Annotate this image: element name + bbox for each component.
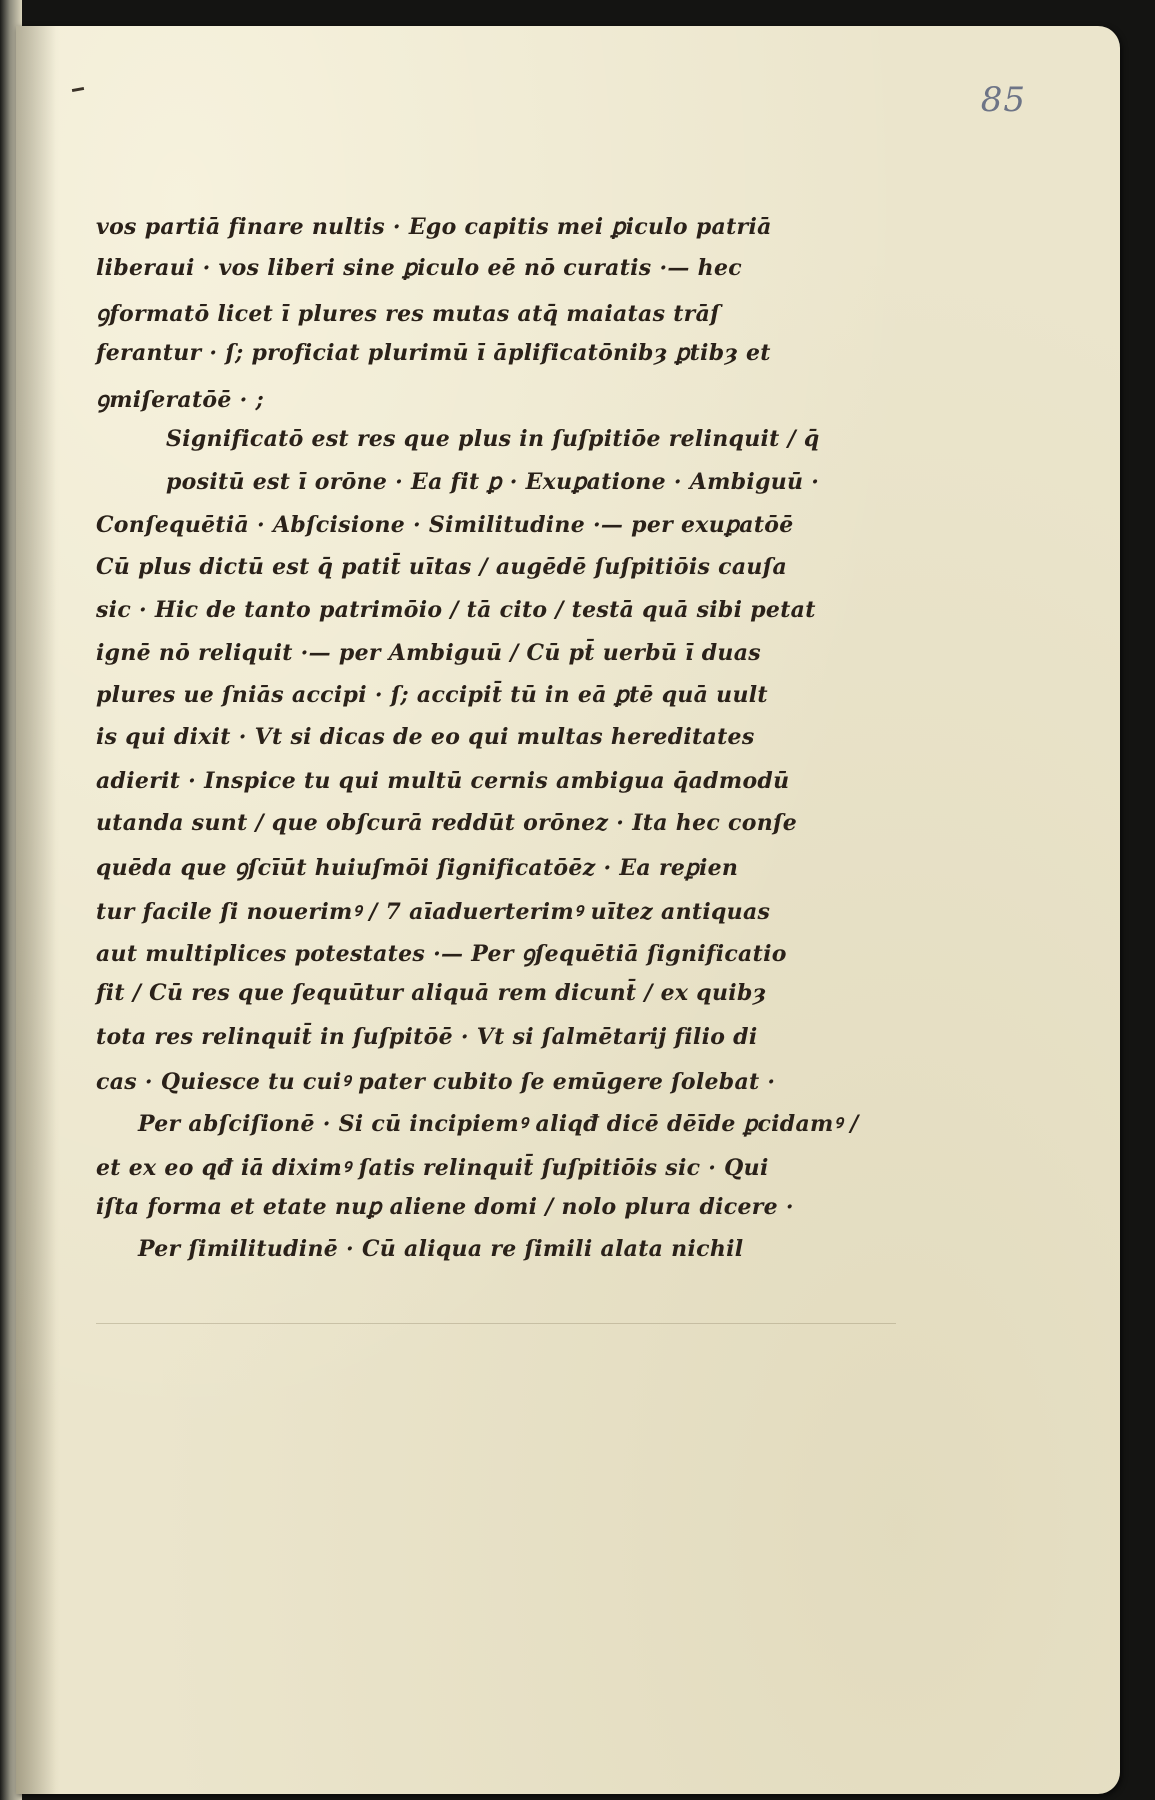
- text-line: aut multiplices potestates ·— Per ꝯſequētiā ſignificatio: [96, 941, 787, 967]
- text-line: Conſequētiā · Abſcisione · Similitudine ·— per exuꝑatōē: [96, 512, 794, 538]
- text-line: adierit · Inspice tu qui multū cernis ambigua q̄admodū: [96, 768, 790, 794]
- text-line: is qui dixit · Vt si dicas de eo qui multas hereditates: [96, 724, 755, 750]
- text-line: ꝯmiſeratōē · ;: [96, 387, 264, 413]
- text-line: cas · Quiesce tu cuiꝰ pater cubito ſe emūgere ſolebat ·: [96, 1069, 776, 1095]
- text-line: ferantur · ſ; proficiat plurimū ī āplificatōnibȝ ꝑtibȝ et: [96, 340, 771, 366]
- manuscript-page: [16, 26, 1120, 1794]
- text-line: utanda sunt / que obſcurā reddūt orōnez · Ita hec conſe: [96, 810, 798, 836]
- manuscript-text-block: [96, 214, 859, 1332]
- text-line: Significatō est res que plus in ſuſpitiōe relinquit / q̄: [166, 426, 820, 452]
- text-line: Per ſimilitudinē · Cū aliqua re ſimili alata nichil: [138, 1236, 744, 1262]
- text-line: tota res relinquit̄ in ſuſpitōē · Vt si ſalmētarij filio di: [96, 1024, 758, 1050]
- text-line: quēda que ꝯſcīūt huiuſmōi ſignificatōēz · Ea reꝑien: [96, 855, 739, 881]
- text-line: tur facile ſi nouerimꝰ / 7 aīaduerterimꝰ uītez antiquas: [96, 899, 771, 925]
- text-line: plures ue ſniās accipi · ſ; accipit̄ tū in eā ꝑtē quā uult: [96, 682, 768, 708]
- text-line: sic · Hic de tanto patrimōio / tā cito / testā quā sibi petat: [96, 597, 816, 623]
- folio-number: 85: [980, 80, 1026, 120]
- text-line: fit / Cū res que ſequūtur aliquā rem dicunt̄ / ex quibȝ: [96, 980, 767, 1006]
- text-line: et ex eo qđ iā diximꝰ ſatis relinquit̄ ſuſpitiōis sic · Qui: [96, 1155, 769, 1181]
- text-line: positū est ī orōne · Ea fit ꝑ · Exuꝑatione · Ambiguū ·: [166, 469, 820, 495]
- text-line: vos partiā finare nultis · Ego capitis mei ꝑiculo patriā: [96, 214, 772, 240]
- ruling-line: [96, 1323, 896, 1324]
- text-line: Per abſciſionē · Si cū incipiemꝰ aliqđ dicē dēīde ꝑcidamꝰ /: [138, 1111, 859, 1137]
- text-line: ꝯformatō licet ī plures res mutas atq̄ maiatas trāſ: [96, 301, 720, 327]
- text-line: iſta forma et etate nuꝑ aliene domi / nolo plura dicere ·: [96, 1194, 794, 1220]
- text-line: liberaui · vos liberi sine ꝑiculo eē nō curatis ·— hec: [96, 255, 742, 281]
- gutter-shadow: [16, 26, 56, 1794]
- text-line: Cū plus dictū est q̄ patit̄ uītas / augēdē ſuſpitiōis cauſa: [96, 554, 788, 580]
- ink-mark: [72, 87, 84, 92]
- text-line: ignē nō reliquit ·— per Ambiguū / Cū pt̄ uerbū ī duas: [96, 640, 761, 666]
